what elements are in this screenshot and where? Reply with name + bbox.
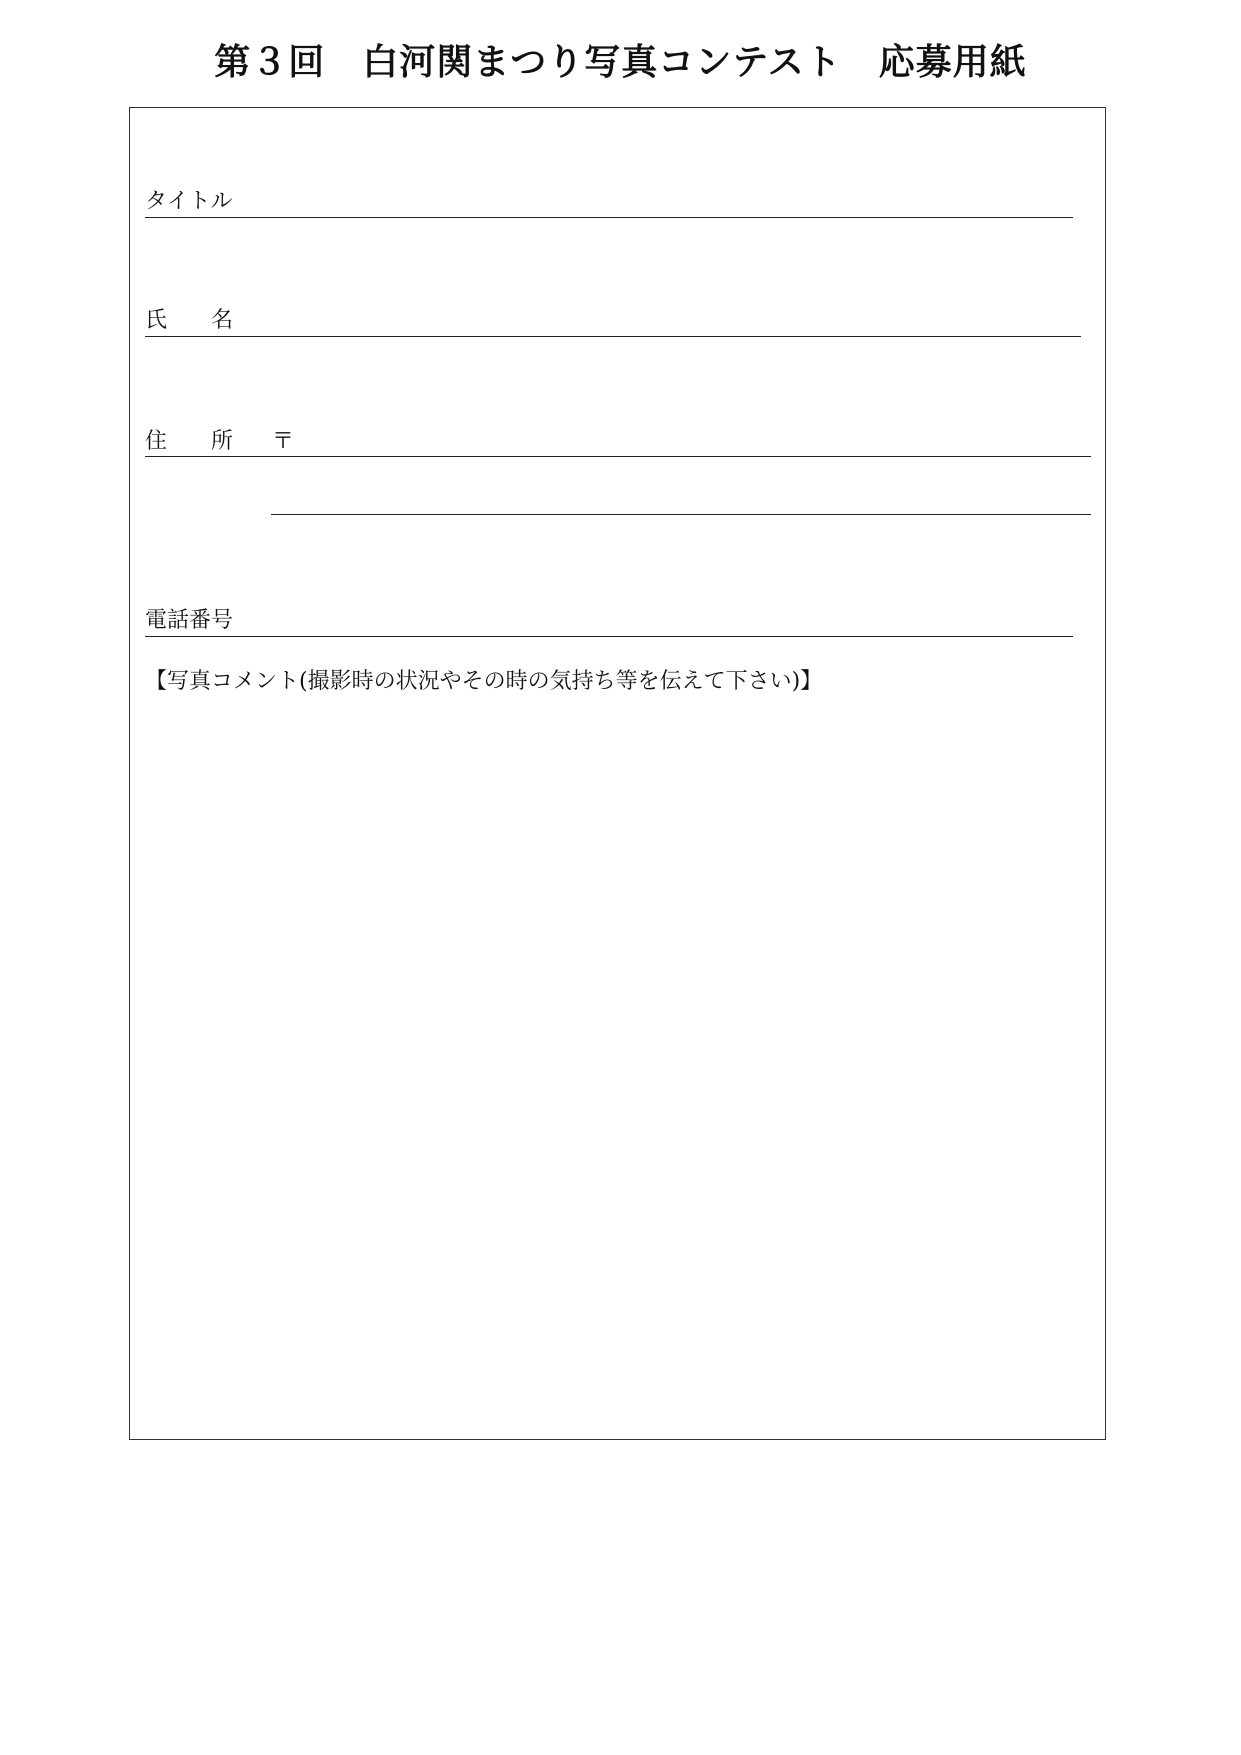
- name-field-line[interactable]: [145, 336, 1081, 337]
- address-field-line-2[interactable]: [271, 514, 1091, 515]
- address-field-line-1[interactable]: [145, 456, 1091, 457]
- phone-field-line[interactable]: [145, 636, 1073, 637]
- comment-area[interactable]: [145, 705, 1095, 1425]
- title-field-line[interactable]: [145, 217, 1073, 218]
- name-field-label: 氏 名: [145, 308, 234, 333]
- page-title: 第３回 白河関まつり写真コンテスト 応募用紙: [214, 41, 1027, 83]
- phone-field-label: 電話番号: [145, 608, 234, 633]
- postal-mark: 〒: [272, 429, 295, 454]
- address-field-label: 住 所: [145, 429, 234, 454]
- comment-label: 【写真コメント(撮影時の状況やその時の気持ち等を伝えて下さい)】: [145, 669, 823, 694]
- title-field-label: タイトル: [145, 189, 233, 214]
